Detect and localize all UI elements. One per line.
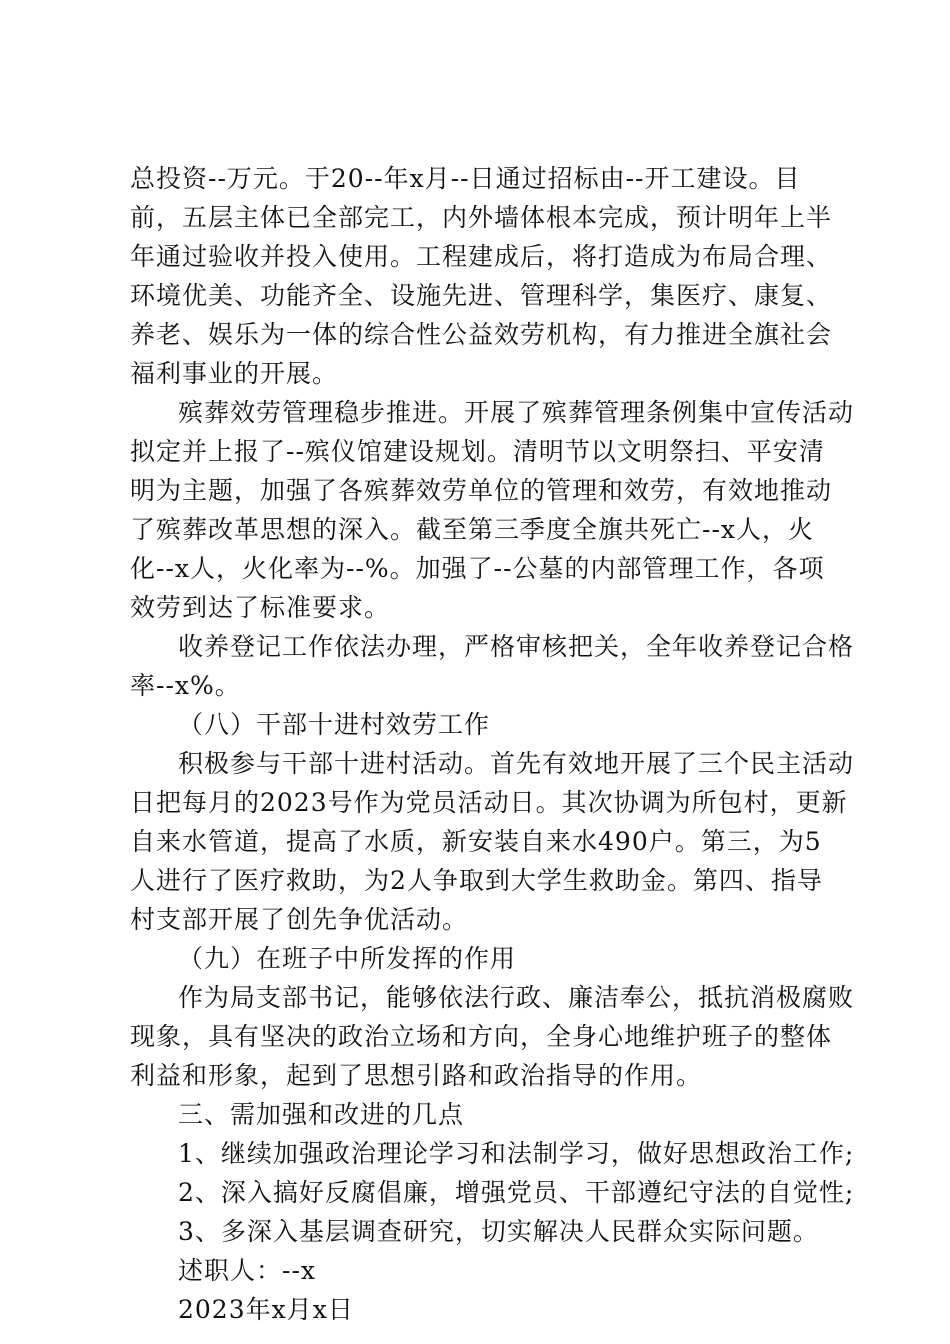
paragraph-start-line: 收养登记工作依法办理，严格审核把关，全年收养登记合格 [178, 632, 855, 661]
list-item: 1、继续加强政治理论学习和法制学习，做好思想政治工作; [178, 1139, 855, 1168]
text-line: 前，五层主体已全部完工，内外墙体根本完成，预计明年上半 [130, 203, 833, 232]
section-heading: 三、需加强和改进的几点 [178, 1100, 465, 1129]
text-line: 总投资--万元。于20--年x月--日通过招标由--开工建设。目 [130, 164, 801, 193]
text-line: 化--x人，火化率为--%。加强了--公墓的内部管理工作，各项 [130, 554, 825, 583]
text-line: 利益和形象，起到了思想引路和政治指导的作用。 [130, 1061, 703, 1090]
text-line: 养老、娱乐为一体的综合性公益效劳机构，有力推进全旗社会 [130, 320, 833, 349]
list-item: 2、深入搞好反腐倡廉，增强党员、干部遵纪守法的自觉性; [178, 1178, 855, 1207]
text-line: 年通过验收并投入使用。工程建成后，将打造成为布局合理、 [130, 242, 833, 271]
paragraph-start-line: 殡葬效劳管理稳步推进。开展了殡葬管理条例集中宣传活动 [178, 398, 855, 427]
text-line: 人进行了医疗救助，为2人争取到大学生救助金。第四、指导 [130, 866, 823, 895]
text-line: 明为主题，加强了各殡葬效劳单位的管理和效劳，有效地推动 [130, 476, 833, 505]
date-line: 2023年x月x日 [178, 1295, 354, 1324]
section-heading: （九）在班子中所发挥的作用 [178, 944, 517, 973]
text-line: 自来水管道，提高了水质，新安装自来水490户。第三，为5 [130, 827, 822, 856]
text-line: 村支部开展了创先争优活动。 [130, 905, 469, 934]
text-line: 效劳到达了标准要求。 [130, 593, 391, 622]
paragraph-start-line: 作为局支部书记，能够依法行政、廉洁奉公，抵抗消极腐败 [178, 983, 855, 1012]
text-line: 拟定并上报了--殡仪馆建设规划。清明节以文明祭扫、平安清 [130, 437, 825, 466]
text-line: 日把每月的2023号作为党员活动日。其次协调为所包村，更新 [130, 788, 848, 817]
text-line: 福利事业的开展。 [130, 359, 339, 388]
signature-line: 述职人：--x [178, 1256, 316, 1285]
text-line: 了殡葬改革思想的深入。截至第三季度全旗共死亡--x人，火 [130, 515, 814, 544]
text-line: 率--x%。 [130, 671, 241, 700]
text-line: 环境优美、功能齐全、设施先进、管理科学，集医疗、康复、 [130, 281, 833, 310]
paragraph-start-line: 积极参与干部十进村活动。首先有效地开展了三个民主活动 [178, 749, 855, 778]
text-line: 现象，具有坚决的政治立场和方向，全身心地维护班子的整体 [130, 1022, 833, 1051]
list-item: 3、多深入基层调查研究，切实解决人民群众实际问题。 [178, 1217, 819, 1246]
section-heading: （八）干部十进村效劳工作 [178, 710, 491, 739]
